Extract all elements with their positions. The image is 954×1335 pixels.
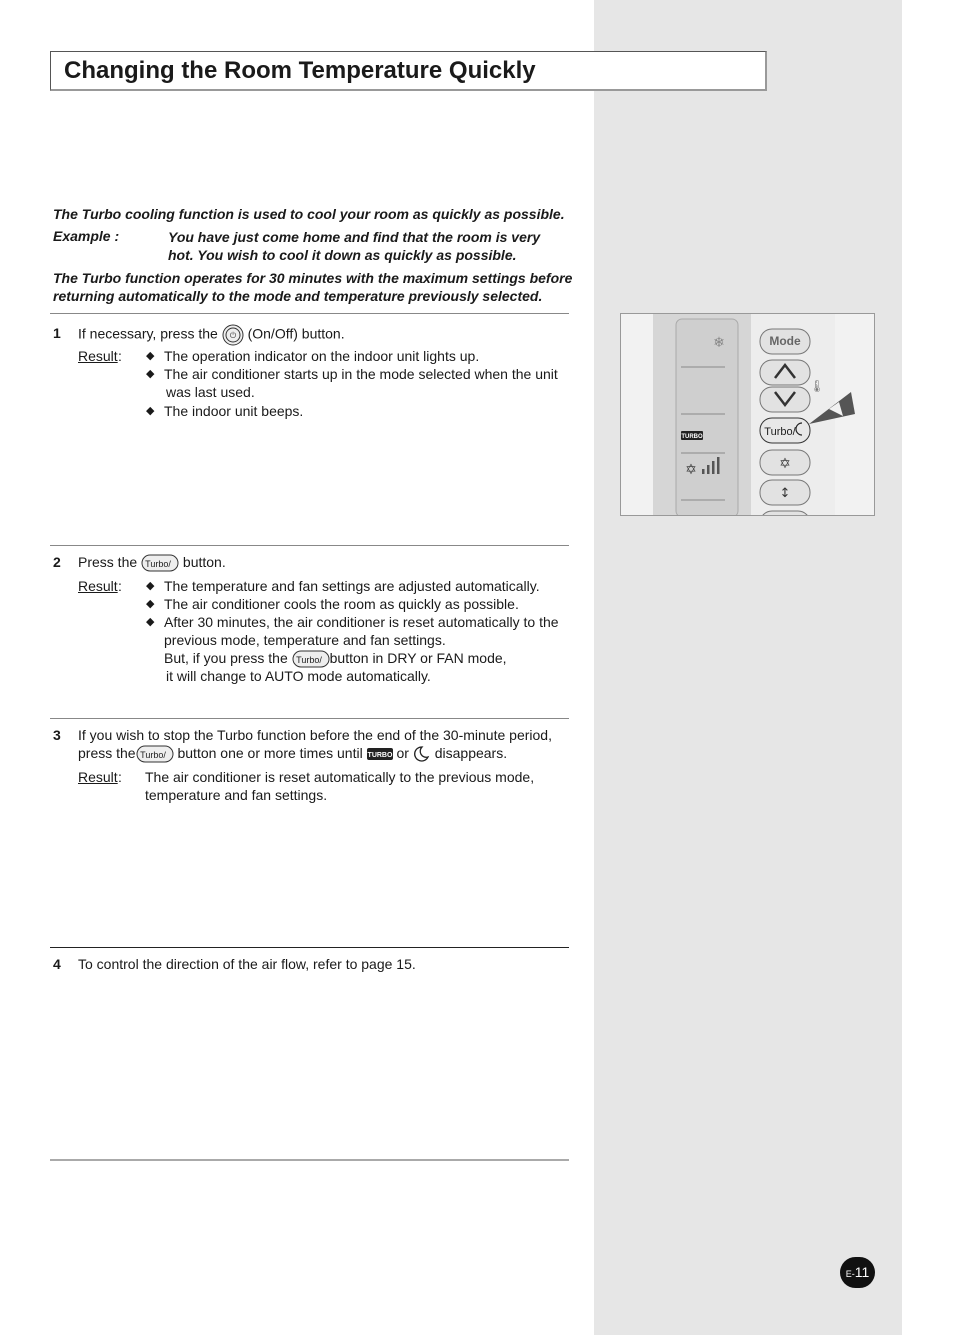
step-2-extra — [164, 649, 507, 668]
step-1-bullet-3: The indoor unit beeps. — [164, 403, 304, 419]
divider — [50, 947, 569, 948]
step-3-or: or — [396, 745, 409, 761]
step-2-bullet-2: The air conditioner cools the room as quickly as possible. — [164, 596, 519, 612]
step-1-number: 1 — [53, 325, 61, 341]
divider — [50, 313, 569, 314]
step-1-post: (On/Off) button. — [247, 325, 345, 342]
page-sidebar — [594, 0, 902, 1335]
step-2-result-label: Result — [78, 578, 118, 594]
svg-text:🌡: 🌡 — [809, 379, 825, 393]
turbo-button-icon — [136, 745, 174, 763]
step-1-result-colon: : — [118, 348, 122, 364]
step-1-result-label: Result — [78, 348, 118, 364]
page-title-box — [50, 51, 767, 91]
bullet-icon: ◆ — [146, 368, 155, 380]
step-3-line-1: If you wish to stop the Turbo function before the end of the 30-minute period, — [78, 727, 552, 743]
step-2-extra-line-2: it will change to AUTO mode automatically. — [166, 668, 431, 684]
step-2-pre: Press the — [78, 554, 138, 570]
svg-text:Turbo/: Turbo/ — [295, 655, 322, 666]
turbo-button-icon — [292, 650, 330, 668]
step-1-bullet-1: The operation indicator on the indoor unit lights up. — [164, 348, 480, 364]
step-2-post: button. — [182, 554, 226, 570]
remote-drawing — [621, 314, 875, 516]
step-2-result-colon: : — [118, 578, 122, 594]
step-4-number: 4 — [53, 956, 61, 972]
page-prefix: E- — [845, 1269, 855, 1279]
intro-line-2: The Turbo function operates for 30 minutes with the maximum settings before returning automatically to the mode and temperature previously selected. — [53, 270, 573, 304]
page-number: 11 — [854, 1264, 870, 1280]
example-label: Example : — [53, 228, 120, 244]
step-2-bullet-3-cont: previous mode, temperature and fan settings. — [164, 632, 446, 648]
step-1-bullet-2-cont: was last used. — [166, 384, 255, 400]
step-2-instruction — [78, 553, 226, 572]
intro-line-1: The Turbo cooling function is used to cool your room as quickly as possible. — [53, 206, 565, 222]
step-1-instruction — [78, 324, 345, 346]
step-1-pre: If necessary, press the — [78, 325, 218, 342]
svg-text:✡: ✡ — [779, 456, 791, 472]
turbo-button-icon — [141, 554, 179, 572]
step-3-number: 3 — [53, 727, 61, 743]
bullet-icon: ◆ — [146, 405, 155, 417]
divider — [50, 718, 569, 719]
svg-text:❄: ❄ — [713, 335, 725, 351]
svg-text:✡: ✡ — [685, 462, 697, 478]
svg-text:Turbo/: Turbo/ — [139, 750, 166, 761]
step-3-mid: button one or more times until — [177, 745, 363, 761]
bullet-icon: ◆ — [146, 616, 155, 628]
on-off-button-icon — [222, 324, 244, 346]
step-3-line-2 — [78, 744, 507, 763]
step-3-post: disappears. — [434, 745, 508, 761]
step-3-result-text-2: temperature and fan settings. — [145, 787, 328, 803]
bottom-divider — [50, 1159, 569, 1161]
page-title: Changing the Room Temperature Quickly — [64, 57, 536, 84]
svg-text:Mode: Mode — [769, 334, 801, 348]
step-3-pre: press the — [78, 745, 136, 761]
step-2-extra-pre: But, if you press the — [164, 650, 288, 666]
turbo-indicator-icon — [367, 748, 393, 760]
remote-control-illustration — [620, 313, 875, 516]
bullet-icon: ◆ — [146, 580, 155, 592]
bullet-icon: ◆ — [146, 350, 155, 362]
page-number-badge — [840, 1257, 875, 1288]
step-2-bullet-1: The temperature and fan settings are adjusted automatically. — [164, 578, 540, 594]
svg-text:TURBO: TURBO — [367, 752, 393, 760]
bullet-icon: ◆ — [146, 598, 155, 610]
svg-text:Turbo/: Turbo/ — [145, 559, 171, 570]
svg-text:TURBO: TURBO — [681, 434, 703, 440]
svg-text:↕: ↕ — [779, 486, 791, 501]
step-2-extra-post: button in DRY or FAN mode, — [329, 650, 507, 666]
step-4-text: To control the direction of the air flow, refer to page 15. — [78, 956, 416, 972]
step-2-number: 2 — [53, 554, 61, 570]
step-2-bullet-3: After 30 minutes, the air conditioner is reset automatically to the — [164, 614, 559, 630]
example-text: You have just come home and find that the room is very hot. You wish to cool it down as quickly as possible. — [168, 229, 541, 263]
divider — [50, 545, 569, 546]
sleep-moon-icon — [413, 745, 431, 763]
svg-text:Turbo/: Turbo/ — [764, 426, 796, 438]
step-3-result-colon: : — [118, 769, 122, 785]
step-3-result-label: Result — [78, 769, 118, 785]
svg-text:⏻: ⏻ — [229, 331, 236, 340]
step-3-result-text-1: The air conditioner is reset automatically to the previous mode, — [145, 769, 535, 785]
step-1-bullet-2: The air conditioner starts up in the mode selected when the unit — [164, 366, 558, 382]
